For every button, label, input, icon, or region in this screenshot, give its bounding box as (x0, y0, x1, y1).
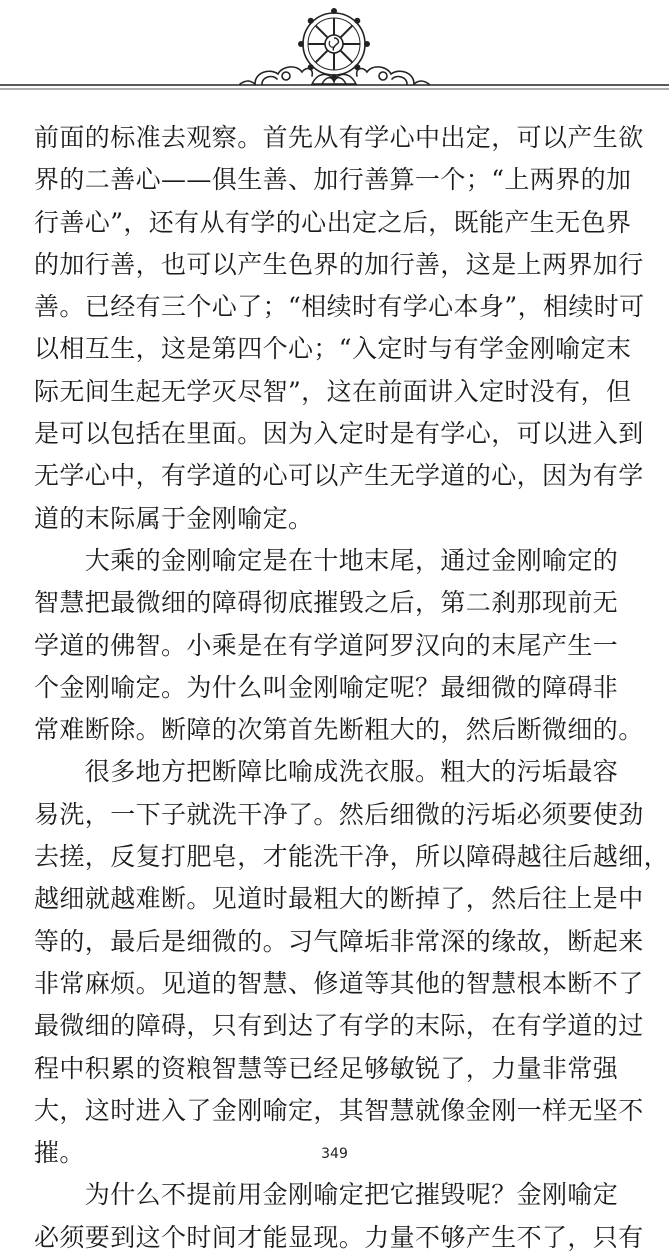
text-line: 是可以包括在里面。因为入定时是有学心，可以进入到 (34, 419, 644, 449)
text-line: 个金刚喻定。为什么叫金刚喻定呢？最细微的障碍非 (34, 672, 619, 702)
text-line: 程中积累的资粮智慧等已经足够敏锐了，力量非常强 (34, 1053, 619, 1083)
page-header-ornament (0, 0, 669, 100)
text-line: 很多地方把断障比喻成洗衣服。粗大的污垢最容 (34, 757, 619, 787)
text-line: 学道的佛智。小乘是在有学道阿罗汉向的末尾产生一 (34, 630, 619, 660)
text-line: 常难断除。断障的次第首先断粗大的，然后断微细的。 (34, 715, 644, 745)
text-line: 道的末际属于金刚喻定。 (34, 503, 314, 533)
text-line: 行善心”，还有从有学的心出定之后，既能产生无色界 (34, 207, 632, 237)
text-line: 易洗，一下子就洗干净了。然后细微的污垢必须要使劲 (34, 799, 644, 829)
text-line: 为什么不提前用金刚喻定把它摧毁呢？金刚喻定 (34, 1180, 619, 1210)
text-line: 的加行善，也可以产生色界的加行善，这是上两界加行 (34, 249, 644, 279)
text-line: 去搓，反复打肥皂，才能洗干净，所以障碍越往后越细， (34, 842, 669, 872)
text-line: 越细就越难断。见道时最粗大的断掉了，然后往上是中 (34, 884, 644, 914)
text-line: 前面的标准去观察。首先从有学心中出定，可以产生欲 (34, 123, 644, 152)
text-line: 最微细的障碍，只有到达了有学的末际，在有学道的过 (34, 1011, 644, 1041)
text-line: 大乘的金刚喻定是在十地末尾，通过金刚喻定的 (34, 545, 619, 575)
body-text (34, 117, 669, 1259)
dharma-wheel-icon (0, 0, 669, 100)
text-line: 非常麻烦。见道的智慧、修道等其他的智慧根本断不了 (34, 968, 644, 998)
text-line: 无学心中，有学道的心可以产生无学道的心，因为有学 (34, 461, 644, 491)
page-number: 349 (321, 1146, 348, 1162)
text-line: 大，这时进入了金刚喻定，其智慧就像金刚一样无坚不 (34, 1095, 644, 1125)
text-line: 摧。 (34, 1138, 85, 1168)
text-line: 以相互生，这是第四个心；“入定时与有学金刚喻定末 (34, 334, 632, 364)
text-line: 等的，最后是细微的。习气障垢非常深的缘故，断起来 (34, 926, 644, 956)
text-line: 必须要到这个时间才能显现。力量不够产生不了，只有 (34, 1222, 644, 1252)
text-line: 善。已经有三个心了；“相续时有学心本身”，相续时可 (34, 292, 645, 322)
text-line: 际无间生起无学灭尽智”，这在前面讲入定时没有，但 (34, 376, 632, 406)
text-line: 智慧把最微细的障碍彻底摧毁之后，第二刹那现前无 (34, 588, 619, 618)
text-line: 界的二善心——俱生善、加行善算一个；“上两界的加 (34, 165, 632, 195)
